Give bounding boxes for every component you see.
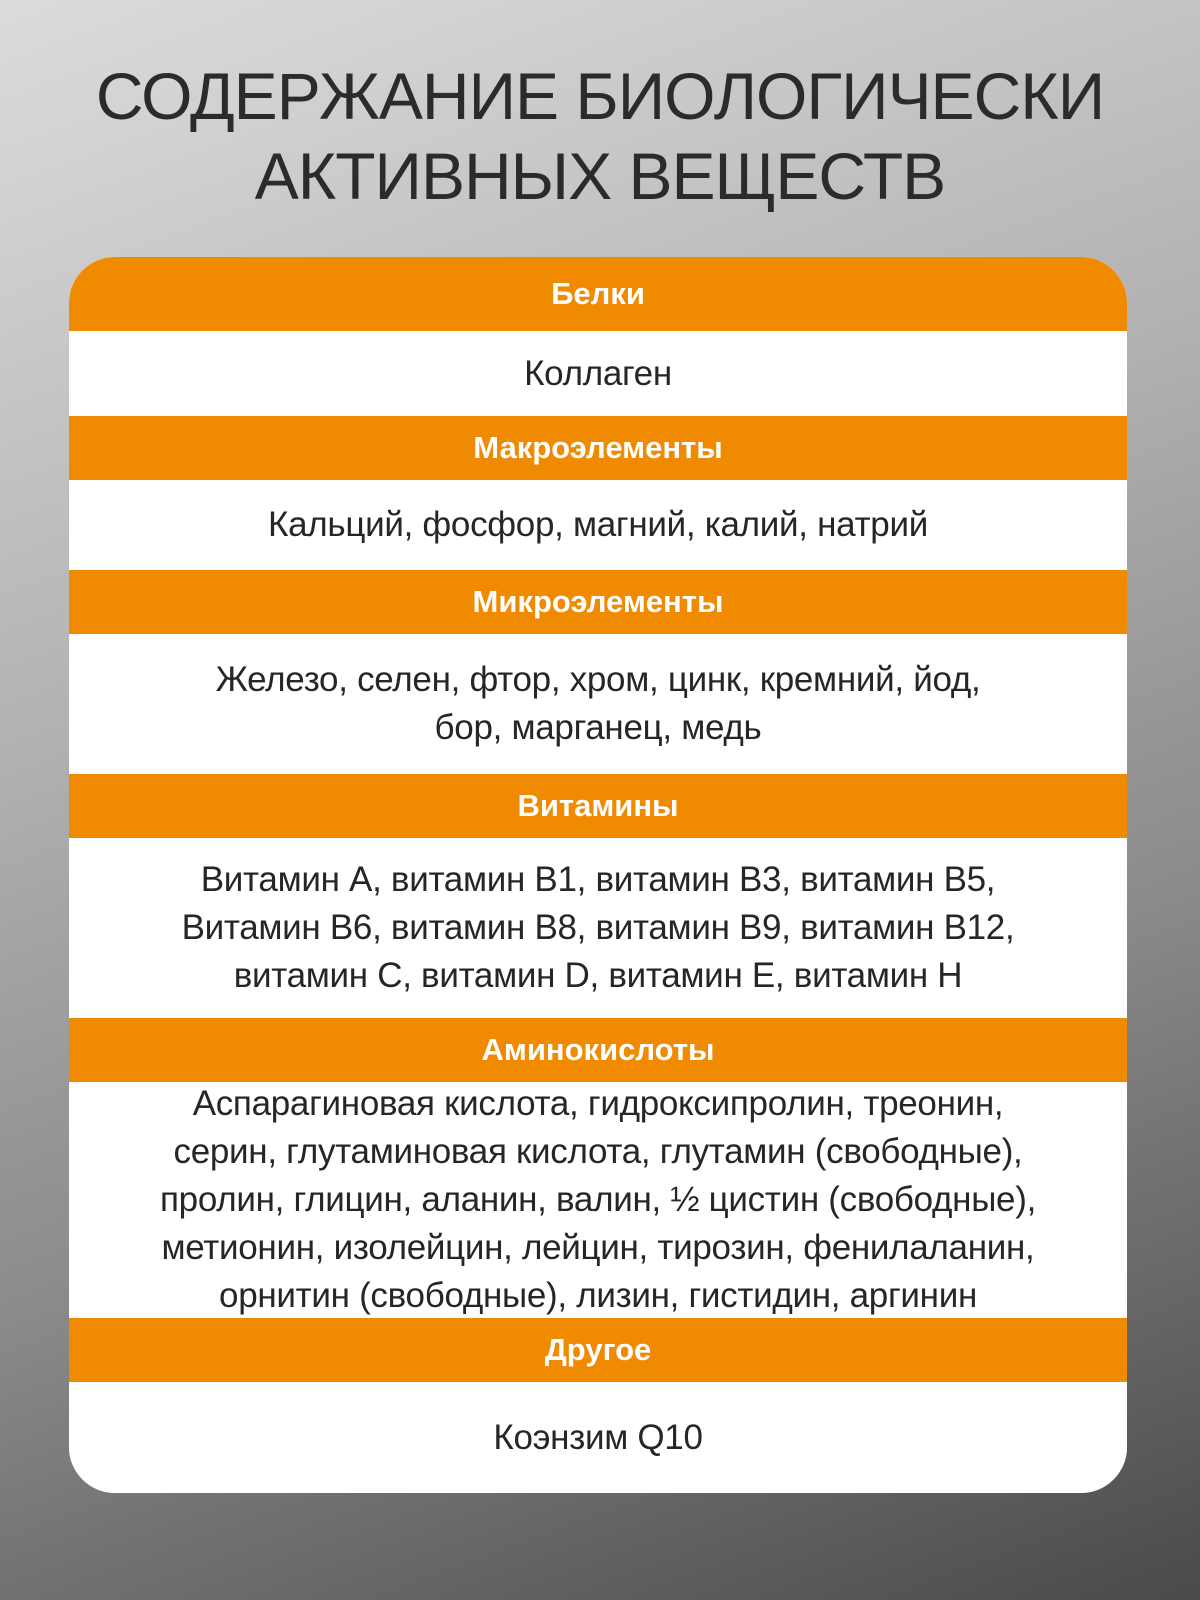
section-header-amino-acids: Аминокислоты — [69, 1018, 1127, 1082]
page-title — [0, 56, 1200, 216]
section-body-vitamins — [69, 838, 1127, 1018]
section-header-microelements: Микроэлементы — [69, 570, 1127, 634]
section-body-amino-acids — [69, 1082, 1127, 1318]
section-text-vitamins: Витамин А, витамин В1, витамин В3, витамин В5, Витамин В6, витамин В8, витамин В9, витамин В12, витамин С, витамин D, витамин Е, витамин Н — [181, 860, 1015, 995]
page-title-line-2: АКТИВНЫХ ВЕЩЕСТВ — [254, 139, 946, 213]
section-body-proteins — [69, 331, 1127, 416]
section-text-other: Коэнзим Q10 — [493, 1417, 703, 1457]
section-body-microelements — [69, 634, 1127, 774]
section-header-macroelements: Макроэлементы — [69, 416, 1127, 480]
section-text-microelements: Железо, селен, фтор, хром, цинк, кремний, йод, бор, марганец, медь — [215, 660, 981, 747]
section-header-vitamins: Витамины — [69, 774, 1127, 838]
section-text-amino-acids: Аспарагиновая кислота, гидроксипролин, треонин, серин, глутаминовая кислота, глутамин (свободные), пролин, глицин, аланин, валин, ½ цистин (свободные), метионин, изолейцин, лейцин, тирозин, фенилаланин, орнитин (свободные), лизин, гистидин, аргинин — [160, 1084, 1036, 1315]
section-header-other: Другое — [69, 1318, 1127, 1382]
section-body-other — [69, 1382, 1127, 1493]
section-header-proteins: Белки — [69, 257, 1127, 331]
section-text-proteins: Коллаген — [524, 353, 672, 393]
page-title-line-1: СОДЕРЖАНИЕ БИОЛОГИЧЕСКИ — [95, 59, 1105, 133]
section-text-macroelements: Кальций, фосфор, магний, калий, натрий — [268, 505, 928, 544]
composition-table — [69, 257, 1127, 1493]
section-body-macroelements — [69, 480, 1127, 570]
